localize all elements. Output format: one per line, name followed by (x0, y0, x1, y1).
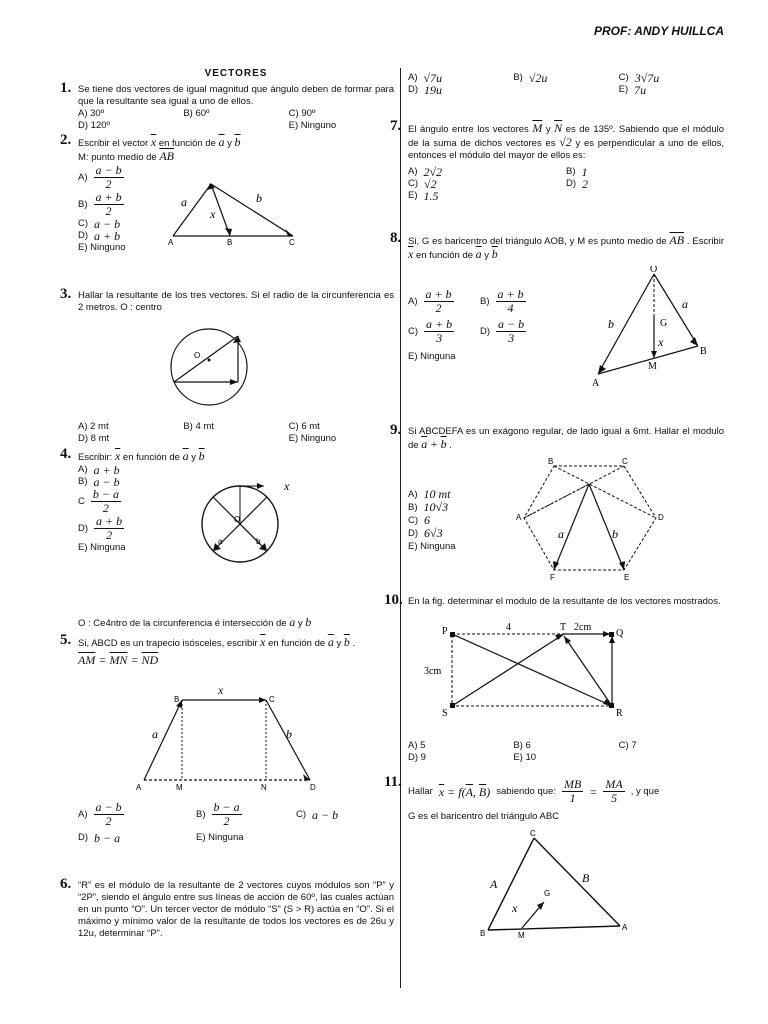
option-b: B) $\frac{a + b}{2}$ (78, 190, 122, 218)
rectangle-figure (424, 622, 624, 722)
option-d: D) $\frac{a + b}{2}$ (78, 514, 123, 542)
option-a: A) 30º (78, 108, 105, 119)
circle-figure (164, 320, 264, 416)
option-a: A) $\frac{a - b}{2}$ (78, 163, 122, 191)
options (408, 166, 724, 202)
label-F: F (550, 573, 555, 582)
question-text: En la fig. determinar el modulo de la resultante de los vectores mostrados. (408, 596, 721, 607)
label-o: O (194, 351, 201, 360)
question-number: 4. (60, 446, 72, 462)
option-e: E) Ninguna (408, 351, 456, 362)
page-title: VECTORES (204, 68, 268, 79)
option-c: C) a − b (296, 807, 339, 822)
question-2 (60, 132, 394, 286)
label-O: O (650, 266, 658, 275)
option-a: A) 2 mt (78, 421, 109, 432)
label-b: b (256, 537, 261, 546)
label-A: A (622, 923, 628, 932)
label-P: P (442, 626, 448, 637)
option-e: E) 1.5 (408, 189, 439, 203)
options (408, 488, 456, 553)
options (78, 801, 394, 844)
option-c: C) 6 (408, 513, 431, 527)
question-number: 1. (60, 80, 72, 96)
label-B: B (700, 346, 707, 357)
triangle-figure (168, 176, 308, 246)
option-a: A) 10 mt (408, 487, 451, 501)
label-C: C (289, 238, 295, 246)
option-d: D) 6√3 (408, 526, 443, 540)
question-text: Si ABCDEFA es un exágono regular, de lado igual a 6mt. Hallar el modulo de $\overline{a} + \overline{b}$ . (408, 426, 724, 451)
label-B: B (174, 695, 180, 704)
option-a: A) 2√2 (408, 165, 443, 179)
label-o: O (234, 515, 241, 524)
option-d: D) 8 mt (78, 433, 110, 444)
option-d: D) b − a (78, 831, 121, 845)
option-c: C) √2 (408, 177, 437, 191)
label-Q: Q (616, 628, 624, 639)
label-3cm: 3cm (424, 666, 442, 677)
label-B: B (227, 238, 233, 246)
question-4 (60, 446, 394, 632)
question-note: M: punto medio de $\overline{AB}$ (78, 149, 174, 163)
option-c: C) 3√7u (618, 71, 660, 85)
label-x: x (218, 688, 224, 697)
label-x: x (658, 335, 664, 349)
circle-cross-figure (194, 472, 304, 572)
option-b: B) 60º (183, 108, 210, 119)
option-b: B) 1 (566, 165, 588, 179)
label-C: C (622, 458, 628, 466)
option-e: E) Ninguna (408, 541, 456, 552)
question-number: 8. (390, 230, 402, 246)
left-column (60, 68, 394, 944)
label-C: C (530, 830, 536, 838)
label-a: a (152, 727, 158, 741)
question-6-options (408, 72, 724, 118)
label-2cm: 2cm (574, 622, 592, 633)
label-vector-B: B (582, 871, 590, 885)
label-G: G (544, 889, 551, 898)
option-e: E) 10 (513, 752, 537, 763)
option-c: C) $\frac{a + b}{3}$ (408, 317, 453, 345)
label-T: T (560, 622, 567, 633)
question-number: 11. (384, 774, 402, 790)
options (408, 288, 560, 363)
label-C: C (269, 695, 275, 704)
option-b: B) √2u (513, 71, 548, 85)
question-number: 2. (60, 132, 72, 148)
option-a: A) √7u (408, 71, 443, 85)
label-M: M (648, 361, 657, 372)
label-B: B (480, 929, 486, 938)
question-text: Se tiene dos vectores de igual magnitud que ángulo deben de formar para que la resultante sea igual a uno de ellos. (78, 84, 394, 107)
options (408, 740, 724, 764)
option-b: B) $\frac{a + b}{4}$ (480, 287, 524, 315)
question-note: G es el baricentro del triángulo ABC (408, 811, 560, 822)
label-D: D (658, 513, 664, 522)
label-a: a (682, 297, 688, 311)
option-a: A) 5 (408, 740, 426, 751)
option-b: B) a − b (78, 475, 120, 489)
label-a: a (181, 195, 187, 209)
question-number: 6. (60, 876, 72, 892)
label-A: A (136, 783, 142, 792)
label-b: b (256, 191, 262, 205)
trapezoid-figure (132, 688, 332, 796)
label-4: 4 (506, 622, 511, 633)
triangle-abc-figure (478, 830, 638, 940)
question-text: Si, ABCD es un trapecio isósceles, escribir $\overline{x}$ en función de $\overline{a}$ y $\overline{b}$ . (78, 635, 356, 649)
option-d: D) 19u (408, 83, 443, 97)
label-M: M (176, 783, 183, 792)
label-x: x (284, 479, 290, 493)
option-c: C $\frac{b - a}{2}$ (78, 487, 119, 515)
label-S: S (442, 708, 448, 719)
options (78, 421, 394, 445)
question-8 (390, 230, 724, 422)
question-6 (60, 876, 394, 940)
option-e: E) Ninguno (78, 242, 126, 253)
option-d: D) $\frac{a - b}{3}$ (480, 317, 525, 345)
question-10 (384, 592, 724, 774)
question-text: Escribir el vector $\overline{x}$ en función de $\overline{a}$ y $\overline{b}$ (78, 135, 241, 149)
equation: $\overline{AM} = \overline{MN} = \overline{ND}$ (78, 653, 159, 667)
options (78, 164, 126, 254)
label-b: b (612, 527, 618, 541)
option-c: C) 90º (288, 108, 316, 119)
options (78, 108, 394, 132)
option-a: A) a + b (78, 463, 120, 477)
option-d: D) 9 (408, 752, 426, 763)
question-text: El ángulo entre los vectores $\overline{M}$ y $\overline{N}$ es de 135º. Sabiendo que el módulo de la suma de dichos vectores es √2 y es perpendicular a uno de ellos, entonces el módulo del mayor de ellos es: (408, 121, 724, 161)
question-7 (390, 118, 724, 230)
label-vector-A: A (490, 877, 498, 891)
question-1 (60, 80, 394, 132)
question-5 (60, 632, 394, 876)
question-text: “R” es el módulo de la resultante de 2 vectores cuyos módulos son “P” y “2P”, siendo el ángulo entre sus líneas de acción de 60º, las cuales actúan en un punto “O”. Un tercer vector de módulo “S” (S > R) actúa en “O”. Si el máximo y mínimo valor de la resultante de todos los vectores es de 26u y 12u, determinar “P”. (78, 880, 394, 939)
label-b: b (286, 727, 292, 741)
option-a: A) $\frac{a + b}{2}$ (408, 287, 452, 315)
question-number: 9. (390, 422, 402, 438)
label-A: A (516, 513, 522, 522)
label-A: A (168, 238, 174, 246)
label-G: G (660, 318, 668, 329)
option-b: B) 6 (513, 740, 531, 751)
label-M: M (518, 931, 525, 940)
label-A: A (592, 378, 600, 389)
label-B: B (548, 458, 554, 466)
question-text: Si, G es baricentro del triángulo AOB, y M es punto medio de $\overline{AB}$ . Escribir $\overline{x}$ en función de $\overline{a}$ y $\overline{b}$ (408, 233, 724, 261)
option-c: C) a − b (78, 217, 121, 231)
question-text: Escribir: $\overline{x}$ en función de $\overline{a}$ y $\overline{b}$ (78, 449, 205, 463)
option-c: C) 7 (618, 740, 637, 751)
question-text: Hallar la resultante de los tres vectores. Si el radio de la circunferencia es 2 metros. O : centro (78, 290, 394, 313)
hexagon-figure (516, 458, 666, 588)
question-11 (384, 774, 724, 940)
option-e: E) Ninguna (196, 832, 244, 843)
option-d: D) 120º (78, 120, 110, 131)
question-number: 10. (384, 592, 403, 608)
question-9 (390, 422, 724, 592)
option-b: B) 10√3 (408, 500, 449, 514)
option-a: A) $\frac{a - b}{2}$ (78, 800, 122, 828)
label-R: R (616, 708, 623, 719)
label-a: a (558, 527, 564, 541)
question-number: 7. (390, 118, 402, 134)
question-note: O : Ce4ntro de la circunferencia é intersección de a y b (78, 615, 312, 629)
option-e: E) Ninguna (78, 542, 126, 553)
label-x: x (210, 207, 216, 221)
label-x: x (512, 901, 518, 915)
option-b: B) 4 mt (183, 421, 214, 432)
option-d: D) 2 (566, 177, 589, 191)
option-e: E) Ninguno (288, 120, 337, 131)
label-b: b (608, 317, 614, 331)
question-number: 3. (60, 286, 72, 302)
option-e: E) 7u (618, 83, 647, 97)
column-divider (400, 68, 401, 988)
option-e: E) Ninguno (288, 433, 337, 444)
options (78, 464, 126, 554)
question-text: Hallar $\overline{x} = f(\overline{A}$, $\overline{B}$) sabiendo que: $\frac{MB}{1}$ = $\frac{MA}{5}$ , y que (408, 777, 660, 805)
right-column (384, 68, 724, 940)
label-E: E (624, 573, 630, 582)
question-number: 5. (60, 632, 72, 648)
option-c: C) 6 mt (288, 421, 320, 432)
label-N: N (261, 783, 267, 792)
label-a: a (218, 537, 223, 546)
label-D: D (310, 783, 316, 792)
author-header: PROF: ANDY HUILLCA (594, 24, 724, 38)
option-b: B) $\frac{b - a}{2}$ (196, 800, 240, 828)
option-d: D) a + b (78, 229, 121, 243)
triangle-aob-figure (586, 266, 716, 396)
question-3 (60, 286, 394, 446)
